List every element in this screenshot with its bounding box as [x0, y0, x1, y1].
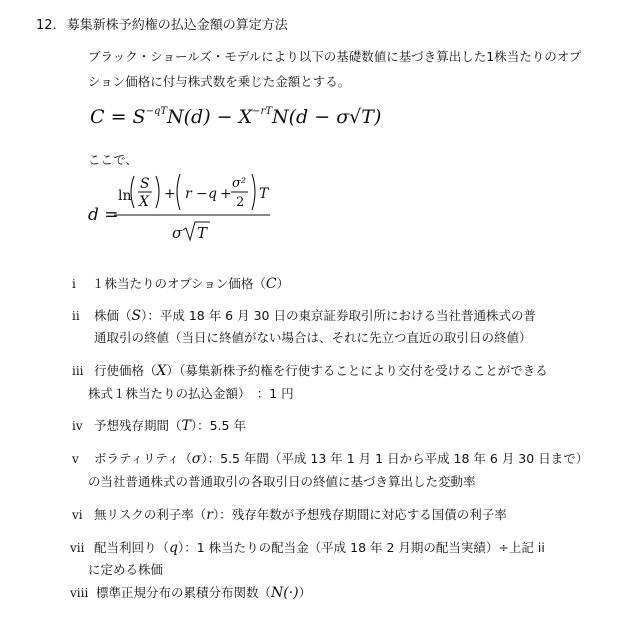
- section-number: 12.: [36, 18, 57, 33]
- list-item-text: ）：1 株当たりの配当金（平成 18 年 2 月期の配当実績）÷上記 ii: [177, 540, 545, 555]
- intro-paragraph: [88, 44, 588, 94]
- formula-d-s: S: [140, 176, 150, 192]
- list-item-numeral: viii: [70, 586, 89, 600]
- formula-d-den-t: T: [197, 224, 208, 242]
- list-item-numeral: vi: [72, 508, 83, 522]
- list-item-symbol: C: [265, 276, 277, 292]
- list-item: [72, 360, 548, 382]
- list-item-continuation: 株式１株当たりの払込金額） ：1 円: [88, 386, 294, 401]
- formula-c-n2: N: [272, 106, 289, 128]
- formula-d-paren-close-1: [156, 176, 159, 208]
- formula-d-q: q: [208, 186, 217, 202]
- formula-d-two: 2: [236, 195, 245, 210]
- list-item-text: ）: [276, 276, 290, 291]
- formula-d-paren-close-2: [252, 174, 255, 210]
- list-item-text: 標準正規分布の累積分布関数（: [96, 585, 272, 600]
- formula-c-exp2: −rT: [252, 106, 272, 117]
- list-item-symbol: r: [206, 507, 213, 523]
- list-item: [70, 537, 545, 559]
- formula-d-t: T: [259, 186, 269, 202]
- list-item-text: 無リスクの利子率（: [94, 507, 207, 522]
- list-item-text: ボラティリティ（: [94, 451, 192, 466]
- list-item: [72, 305, 536, 327]
- formula-d-minus: −: [196, 186, 208, 202]
- intro-line-1: ブラック・ショールズ・モデルにより以下の基礎数値に基づき算出した1株当たりのオプ: [88, 49, 582, 64]
- list-item-numeral: vii: [70, 541, 85, 555]
- list-item-numeral: v: [72, 452, 79, 466]
- list-item: [70, 582, 311, 604]
- formula-c: [90, 106, 381, 128]
- list-item-symbol: σ: [191, 451, 202, 467]
- list-item: [72, 504, 507, 526]
- formula-d-plus: +: [164, 186, 176, 202]
- formula-d-sigma2: σ²: [232, 176, 247, 191]
- list-item-text: ）：5.5 年: [190, 418, 246, 433]
- list-item-text: ）：残存年数が予想残存期間に対応する国債の利子率: [212, 507, 507, 522]
- list-item: [72, 448, 588, 470]
- list-item-text: １株当たりのオプション価格（: [92, 276, 266, 291]
- formula-d: [86, 168, 326, 248]
- list-item-numeral: iii: [72, 364, 84, 378]
- list-item-symbol: T: [181, 418, 191, 434]
- list-item-text: 配当利回り（: [94, 540, 170, 555]
- section-title: 募集新株予約権の払込金額の算定方法: [66, 18, 288, 33]
- formula-d-paren-open-2: [177, 174, 180, 210]
- formula-c-arg1: (d) − X: [183, 106, 253, 128]
- list-item-text: ）（募集新株予約権を行使することにより交付を受けることができる: [166, 363, 548, 378]
- list-item-text: ）：平成 18 年 6 月 30 日の東京証券取引所における当社普通株式の普: [141, 308, 536, 323]
- formula-d-x: X: [139, 194, 149, 210]
- formula-d-plus2: +: [220, 186, 232, 202]
- section-heading: [36, 14, 288, 33]
- formula-c-exp1: −qT: [145, 106, 168, 117]
- formula-c-lhs: C = S: [90, 106, 146, 128]
- list-item-numeral: iv: [72, 419, 83, 433]
- formula-c-arg2: (d − σ√T): [288, 106, 382, 128]
- kokode-text: ここで、: [88, 152, 138, 167]
- list-item-symbol: S: [131, 308, 142, 324]
- list-item-continuation: 通取引の終値（当日に終値がない場合は、それに先立つ直近の取引日の終値）: [94, 330, 532, 345]
- list-item-numeral: i: [72, 277, 76, 291]
- list-item: [72, 415, 246, 437]
- list-item-text: 行使価格（: [94, 363, 157, 378]
- list-item-continuation: の当社普通株式の普通取引の各取引日の終値に基づき算出した変動率: [88, 474, 476, 489]
- list-item: [72, 273, 289, 295]
- formula-d-ln: ln: [118, 188, 132, 204]
- list-item-symbol: N(·): [271, 585, 299, 601]
- formula-d-den-sigma: σ: [172, 224, 183, 242]
- list-item-continuation: に定める株価: [88, 562, 164, 577]
- list-item-text: 株価（: [94, 308, 132, 323]
- formula-d-lhs: d =: [88, 205, 119, 225]
- formula-d-r: r: [185, 186, 192, 202]
- intro-line-2: ション価格に付与株式数を乗じた金額とする。: [88, 74, 351, 89]
- list-item-symbol: X: [156, 363, 167, 379]
- list-item-symbol: q: [169, 540, 178, 556]
- list-item-numeral: ii: [72, 309, 80, 323]
- list-item-text: ）: [298, 585, 312, 600]
- list-item-text: ）：5.5 年間（平成 13 年 1 月 1 日から平成 18 年 6 月 30 日まで）: [201, 451, 589, 466]
- formula-c-n1: N: [167, 106, 184, 128]
- list-item-text: 予想残存期間（: [94, 418, 182, 433]
